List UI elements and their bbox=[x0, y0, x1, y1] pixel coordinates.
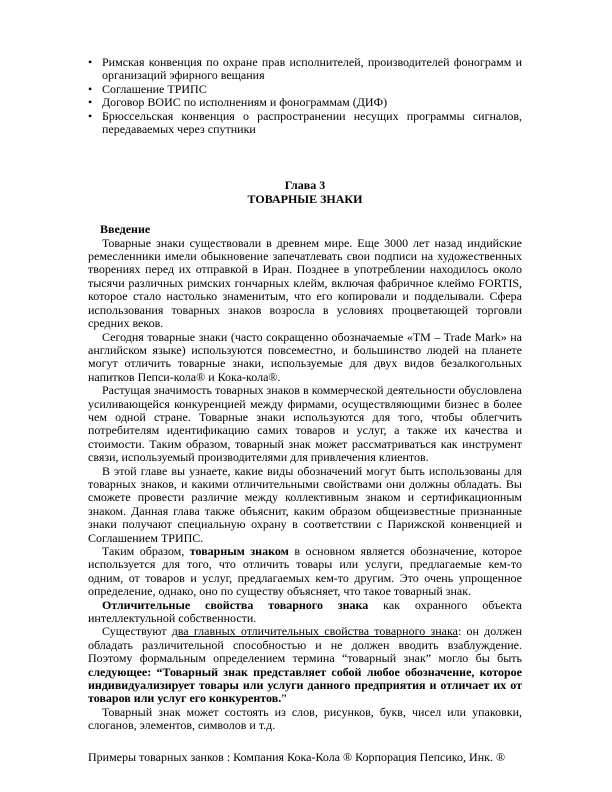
intro-heading: Введение bbox=[100, 222, 151, 237]
text-run: ” bbox=[281, 691, 287, 706]
text-run: Таким образом, bbox=[102, 544, 190, 558]
paragraph-chapter-overview: В этой главе вы узнаете, какие виды обозначений могут быть использованы для товарных знаков, и какими отличительными свойствами они должны обладать. Вы сможете провести различие между коллективным знаком и сертификационным знаком. Данная глава также объяснит, каким образом общеизвестные признанные знаки получают специальную охрану в соответствии с Парижской конвенцией и Соглашением ТРИПС. bbox=[88, 463, 522, 545]
text-run: как охранного объекта интеллектульной собственности. bbox=[88, 597, 522, 626]
subheading-bold: Отличительные свойства товарного знака bbox=[102, 597, 369, 612]
text-run: Существуют bbox=[102, 624, 172, 639]
paragraph-definition bbox=[88, 545, 522, 599]
trademark-examples: Примеры товарных занков : Компания Кока-Кола ® Корпорация Пепсико, Инк. ® bbox=[88, 749, 506, 764]
chapter-number: Глава 3 bbox=[284, 178, 326, 193]
paragraph-significance: Растущая значимость товарных знаков в коммерческой деятельности обусловлена усиливающейся конкуренцией между фирмами, осуществляющими бизнес в более чем одной стране. Товарные знаки используются для того, чтобы облегчить потребителям идентификацию самих товаров и услуг, а также их качества и стоимости. Таким образом, товарный знак может рассматриваться как инструмент связи, используемый производителями для привлечения клиентов. bbox=[88, 383, 522, 465]
paragraph-today: Сегодня товарные знаки (часто сокращенно обозначаемые «TM – Trade Mark» на английском языке) используются повсеместно, и большинство людей на планете могут отличить товарные знаки, используемые для двух видов безалкогольных напитков Пепси-кола® и Кока-кола®. bbox=[88, 329, 522, 384]
list-item: • Соглашение ТРИПС bbox=[88, 83, 522, 96]
list-item: • Римская конвенция по охране прав исполнителей, производителей фонограмм и организаций эфирного вещания bbox=[88, 56, 522, 83]
paragraph-composition: Товарный знак может состоять из слов, рисунков, букв, чисел или упаковки, слоганов, элементов, символов и т.д. bbox=[88, 704, 522, 733]
list-item: • Брюссельская конвенция о распространении несущих программы сигналов, передаваемых через спутники bbox=[88, 110, 522, 137]
term-bold: товарным знаком bbox=[189, 544, 289, 558]
paragraph-distinctive-properties bbox=[88, 599, 522, 626]
paragraph-history: Товарные знаки существовали в древнем мире. Еще 3000 лет назад индийские ремесленники имели обыкновение запечатлевать свои подписи на художественных творениях перед их отправкой в Иран. Позднее в употреблении находилось около тысячи различных римских гончарных клейм, включая фабричное клеймо FORTIS, которое стало настолько знаменитым, что его копировали и подделывали. Сфера использования товарных знаков возросла в условиях процветающей торговли средних веков. bbox=[88, 235, 522, 331]
text-run: в основном является обозначение, которое используется для того, что отличить товары или услуги, предлагаемые кем-то одним, от товаров и услуг, предлагаемых кем-то другим. Это очень упрощенное определение, однако, оно по существу объясняет, что такое товарный знак. bbox=[88, 544, 522, 599]
document-page bbox=[88, 56, 522, 764]
paragraph-formal-definition bbox=[88, 625, 522, 705]
chapter-title: ТОВАРНЫЕ ЗНАКИ bbox=[247, 191, 363, 206]
convention-list bbox=[88, 56, 522, 136]
underlined-phrase: два главных отличительных свойства товарного знака bbox=[171, 624, 458, 639]
definition-bold: следующее: “Товарный знак представляет собой любое обозначение, которое индивидуализирует товары или услуги данного предприятия и отличает их от товаров или услуг его конкурентов. bbox=[88, 664, 522, 706]
list-item: • Договор ВОИС по исполнениям и фонограммам (ДИФ) bbox=[88, 96, 522, 109]
text-run: : он должен обладать различительной способностью и не должен вводить взаблуждение. Поэтому формальным определением термина “товарный знак” могло бы быть bbox=[88, 624, 522, 666]
